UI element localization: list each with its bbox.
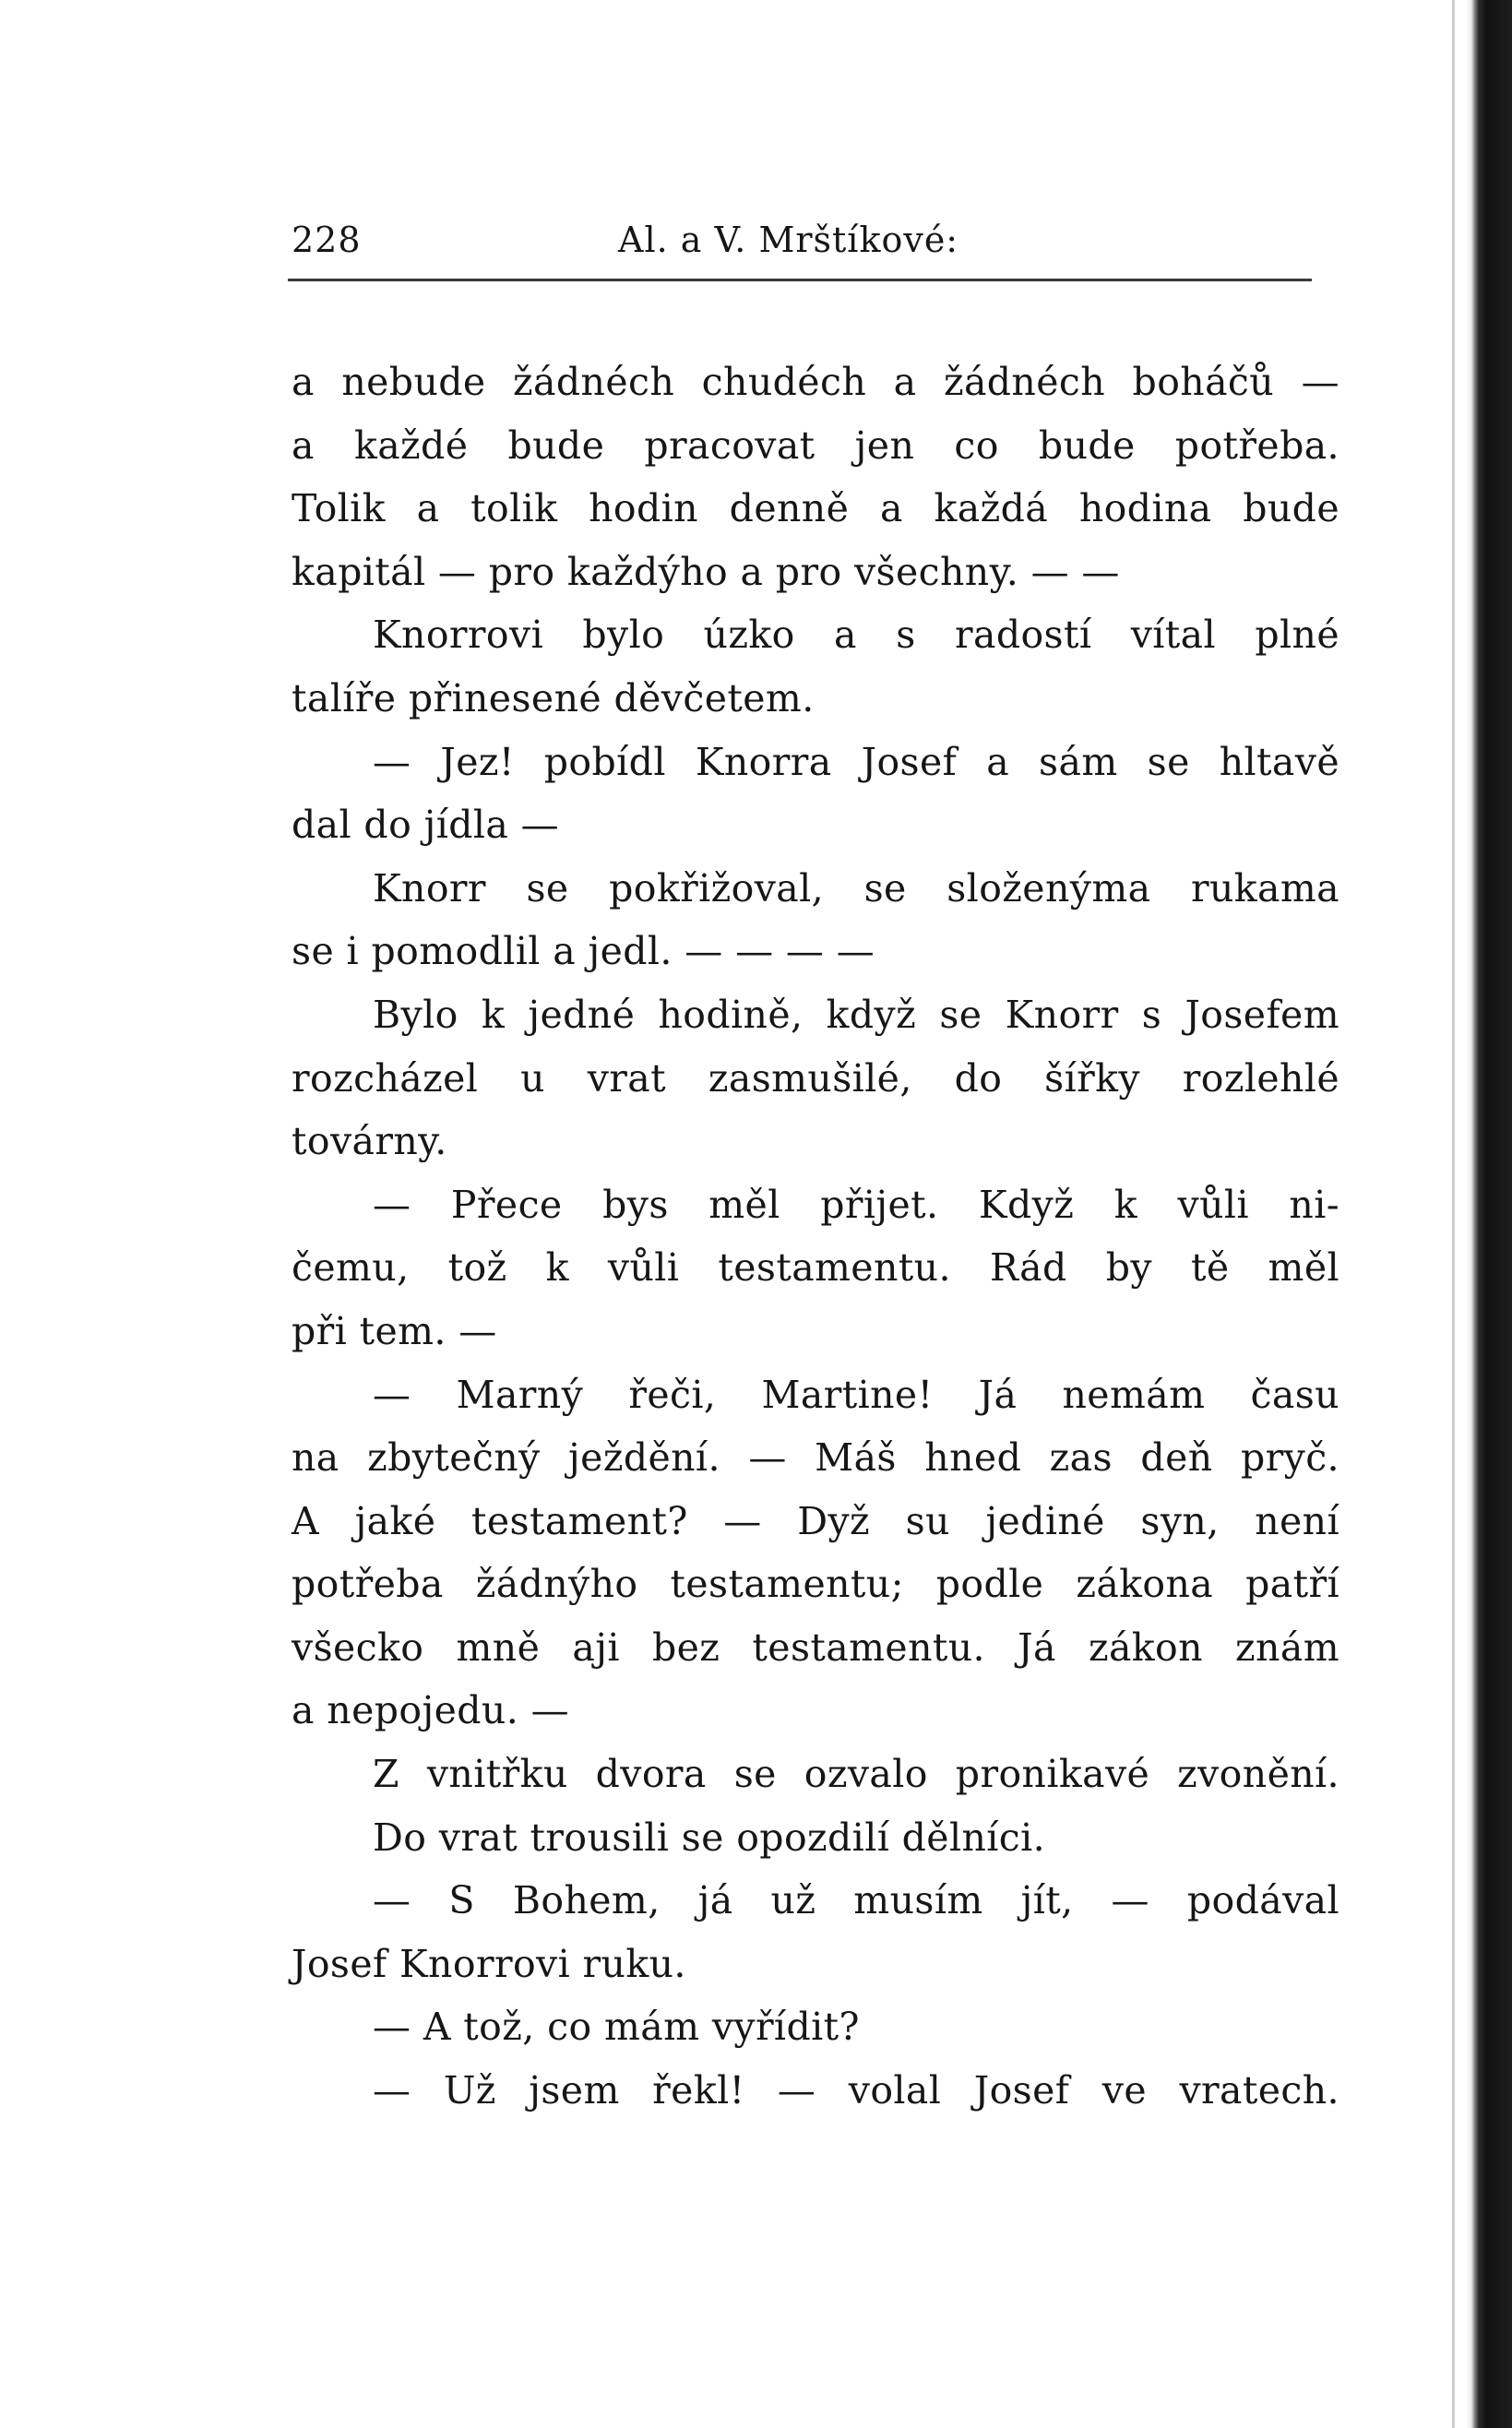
- text-line: — A tož, co mám vyřídit?: [373, 2005, 860, 2050]
- text-line: kapitál — pro každýho a pro všechny. — —: [292, 549, 1120, 594]
- text-line: továrny.: [292, 1119, 447, 1164]
- text-line: a každé bude pracovat jen co bude potřeba.: [292, 423, 1339, 468]
- text-line: — Jez! pobídl Knorra Josef a sám se hltavě: [373, 739, 1339, 784]
- text-line: Tolik a tolik hodin denně a každá hodina bude: [292, 486, 1339, 531]
- page-number: 228: [292, 220, 362, 260]
- text-line: A jaké testament? — Dyž su jediné syn, není: [292, 1498, 1339, 1543]
- text-line: — S Bohem, já už musím jít, — podával: [373, 1878, 1339, 1923]
- text-line: Do vrat trousili se opozdilí dělníci.: [373, 1815, 1046, 1860]
- text-line: — Marný řeči, Martine! Já nemám času: [373, 1372, 1339, 1417]
- body-text: [292, 351, 1339, 2123]
- running-title: Al. a V. Mrštíkové:: [618, 220, 959, 260]
- text-line: — Přece bys měl přijet. Když k vůli ni-: [373, 1182, 1339, 1227]
- page-header: [292, 220, 1312, 275]
- text-line: Z vnitřku dvora se ozvalo pronikavé zvonění.: [373, 1752, 1339, 1797]
- text-line: a nebude žádnéch chudéch a žádnéch boháčů —: [292, 360, 1339, 404]
- text-line: — Už jsem řekl! — volal Josef ve vratech.: [373, 2068, 1339, 2113]
- text-line: Knorr se pokřižoval, se složenýma rukama: [373, 865, 1339, 910]
- text-line: talíře přinesené děvčetem.: [292, 675, 815, 720]
- text-line: dal do jídla —: [292, 803, 560, 848]
- text-line: čemu, tož k vůli testamentu. Rád by tě měl: [292, 1245, 1339, 1291]
- text-line: se i pomodlil a jedl. — — — —: [292, 929, 875, 974]
- text-line: a nepojedu. —: [292, 1688, 569, 1733]
- text-line: Bylo k jedné hodině, když se Knorr s Josefem: [373, 992, 1339, 1037]
- text-line: na zbytečný ježdění. — Máš hned zas deň pryč.: [292, 1435, 1339, 1481]
- book-binding-edge: [1466, 0, 1512, 2428]
- text-line: rozcházel u vrat zasmušilé, do šířky rozlehlé: [292, 1055, 1339, 1101]
- text-line: všecko mně aji bez testamentu. Já zákon znám: [292, 1625, 1339, 1670]
- text-line: potřeba žádnýho testamentu; podle zákona patří: [292, 1562, 1339, 1607]
- text-line: při tem. —: [292, 1308, 497, 1353]
- text-line: Knorrovi bylo úzko a s radostí vítal plné: [373, 613, 1339, 658]
- text-line: Josef Knorrovi ruku.: [292, 1941, 686, 1986]
- binding-shadow: [1452, 0, 1455, 2428]
- header-rule: [288, 279, 1312, 281]
